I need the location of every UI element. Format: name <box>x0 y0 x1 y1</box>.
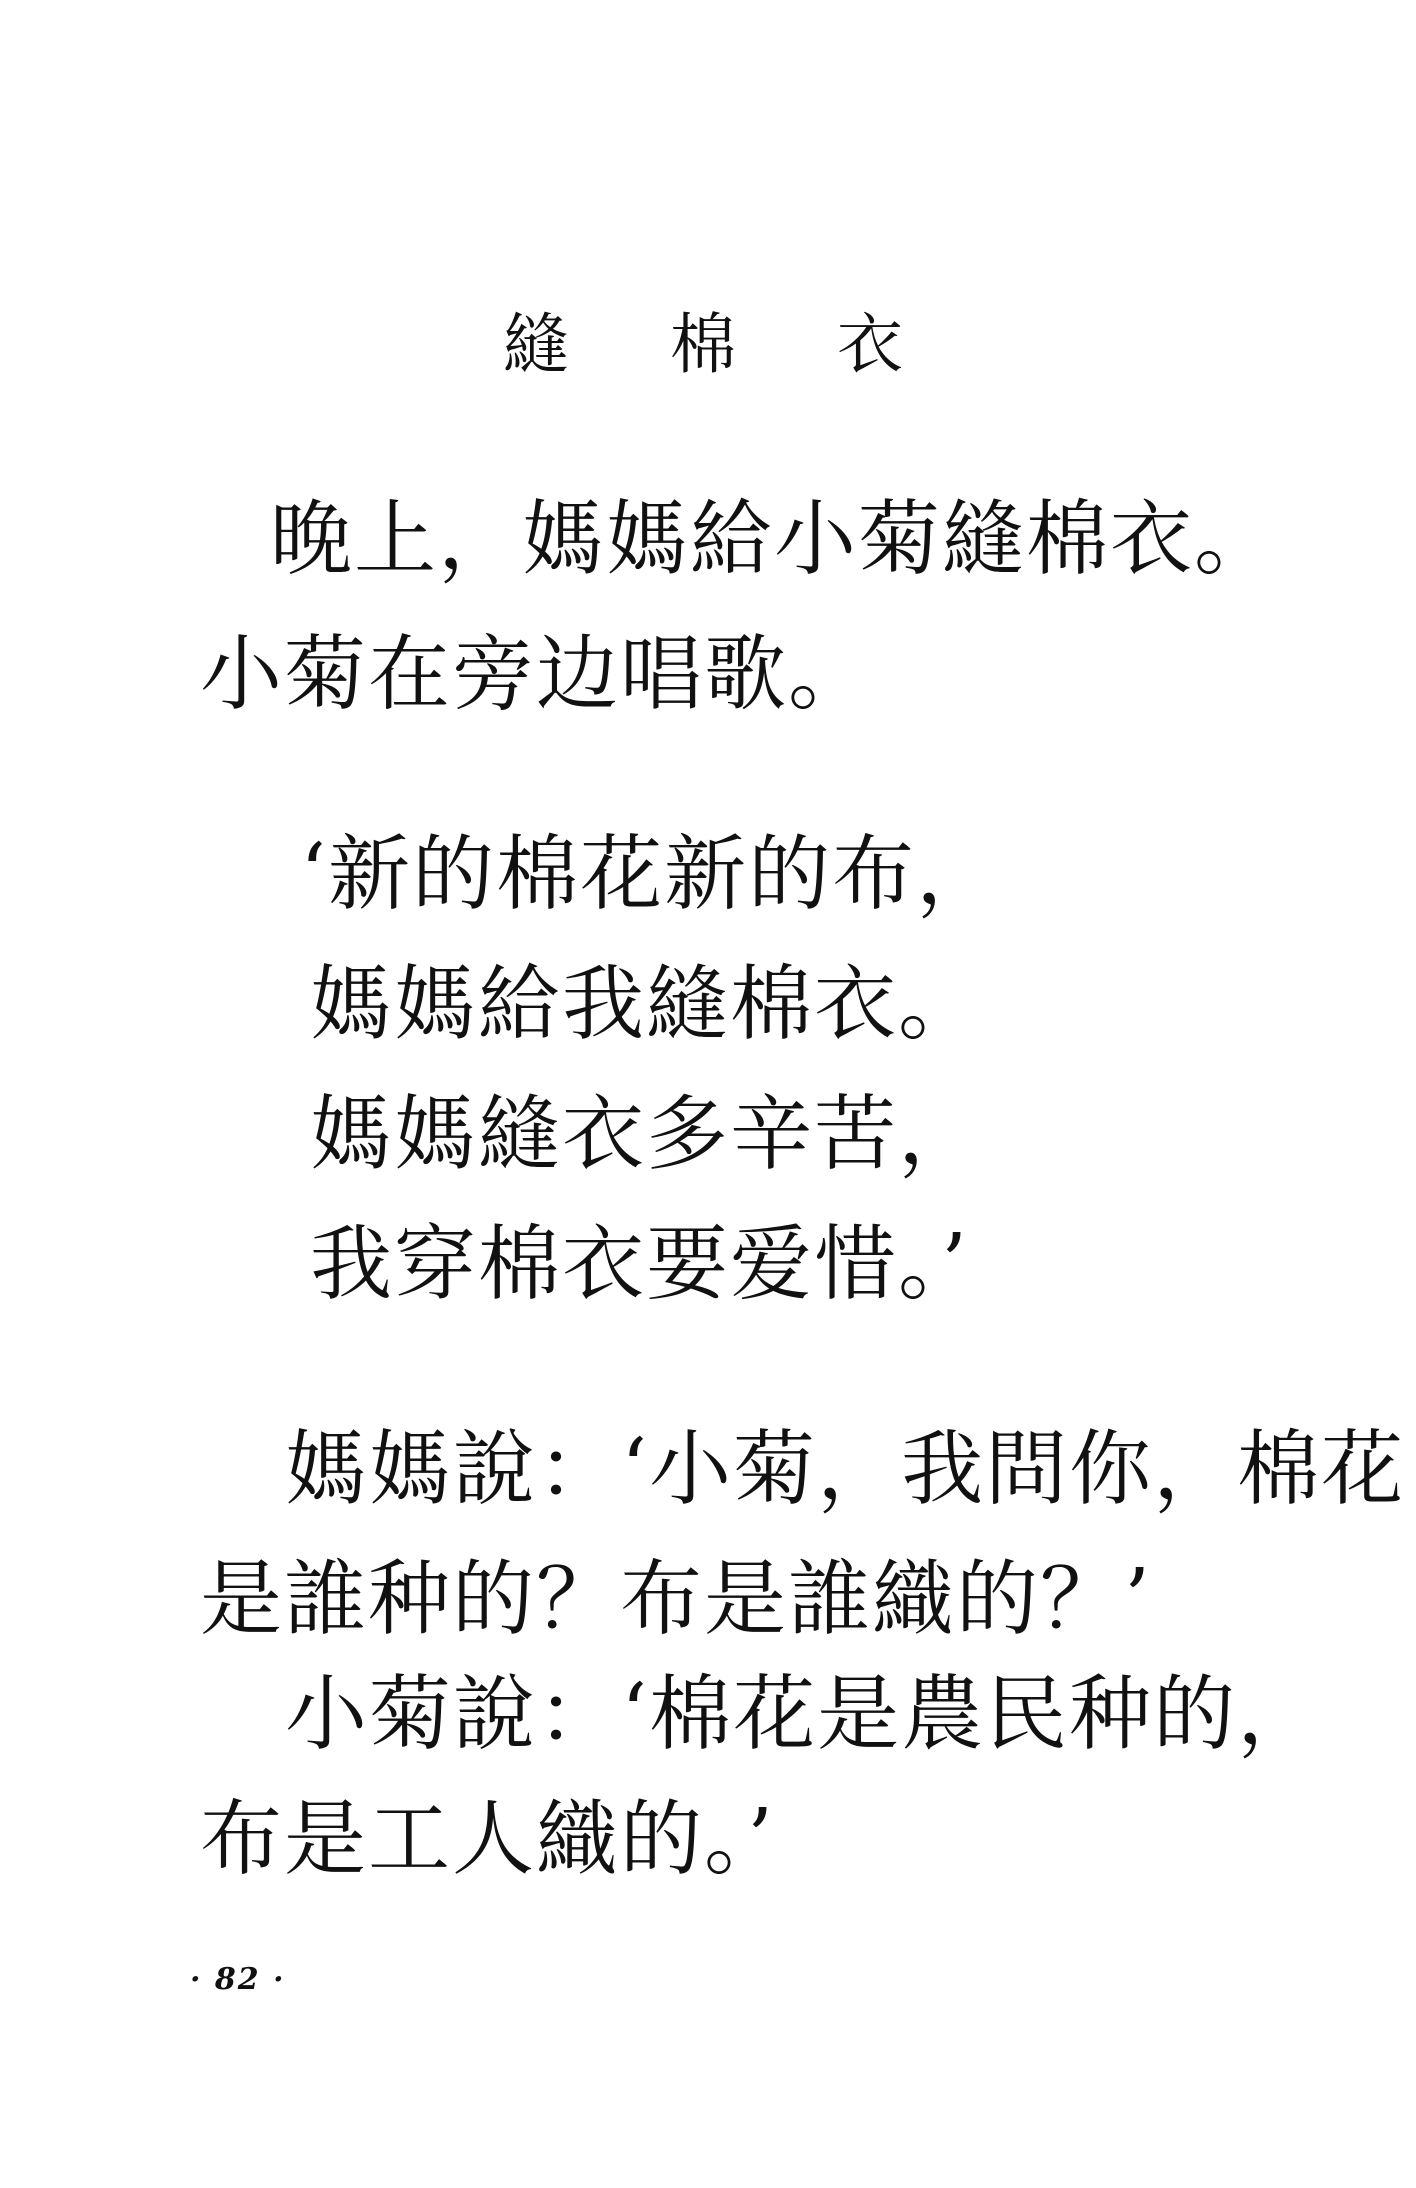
text-line: 小菊在旁边唱歌。 <box>200 627 873 722</box>
text-line: 媽媽說：‘小菊，我問你，棉花 <box>285 1422 1406 1517</box>
text-line: 晚上，媽媽給小菊縫棉衣。 <box>270 492 1279 587</box>
song-line: ‘新的棉花新的布， <box>300 827 1001 922</box>
text-line: 是誰种的？布是誰織的？’ <box>200 1552 1153 1647</box>
song-line: 我穿棉衣要爱惜。’ <box>310 1217 970 1312</box>
page-number: · 82 · <box>190 1962 286 1997</box>
page-title: 縫 棉 衣 <box>503 306 943 383</box>
song-line: 媽媽縫衣多辛苦， <box>310 1087 983 1182</box>
text-line: 布是工人織的。’ <box>200 1792 776 1887</box>
text-line: 小菊說：‘棉花是農民种的， <box>285 1667 1322 1762</box>
song-line: 媽媽給我縫棉衣。 <box>310 957 983 1052</box>
